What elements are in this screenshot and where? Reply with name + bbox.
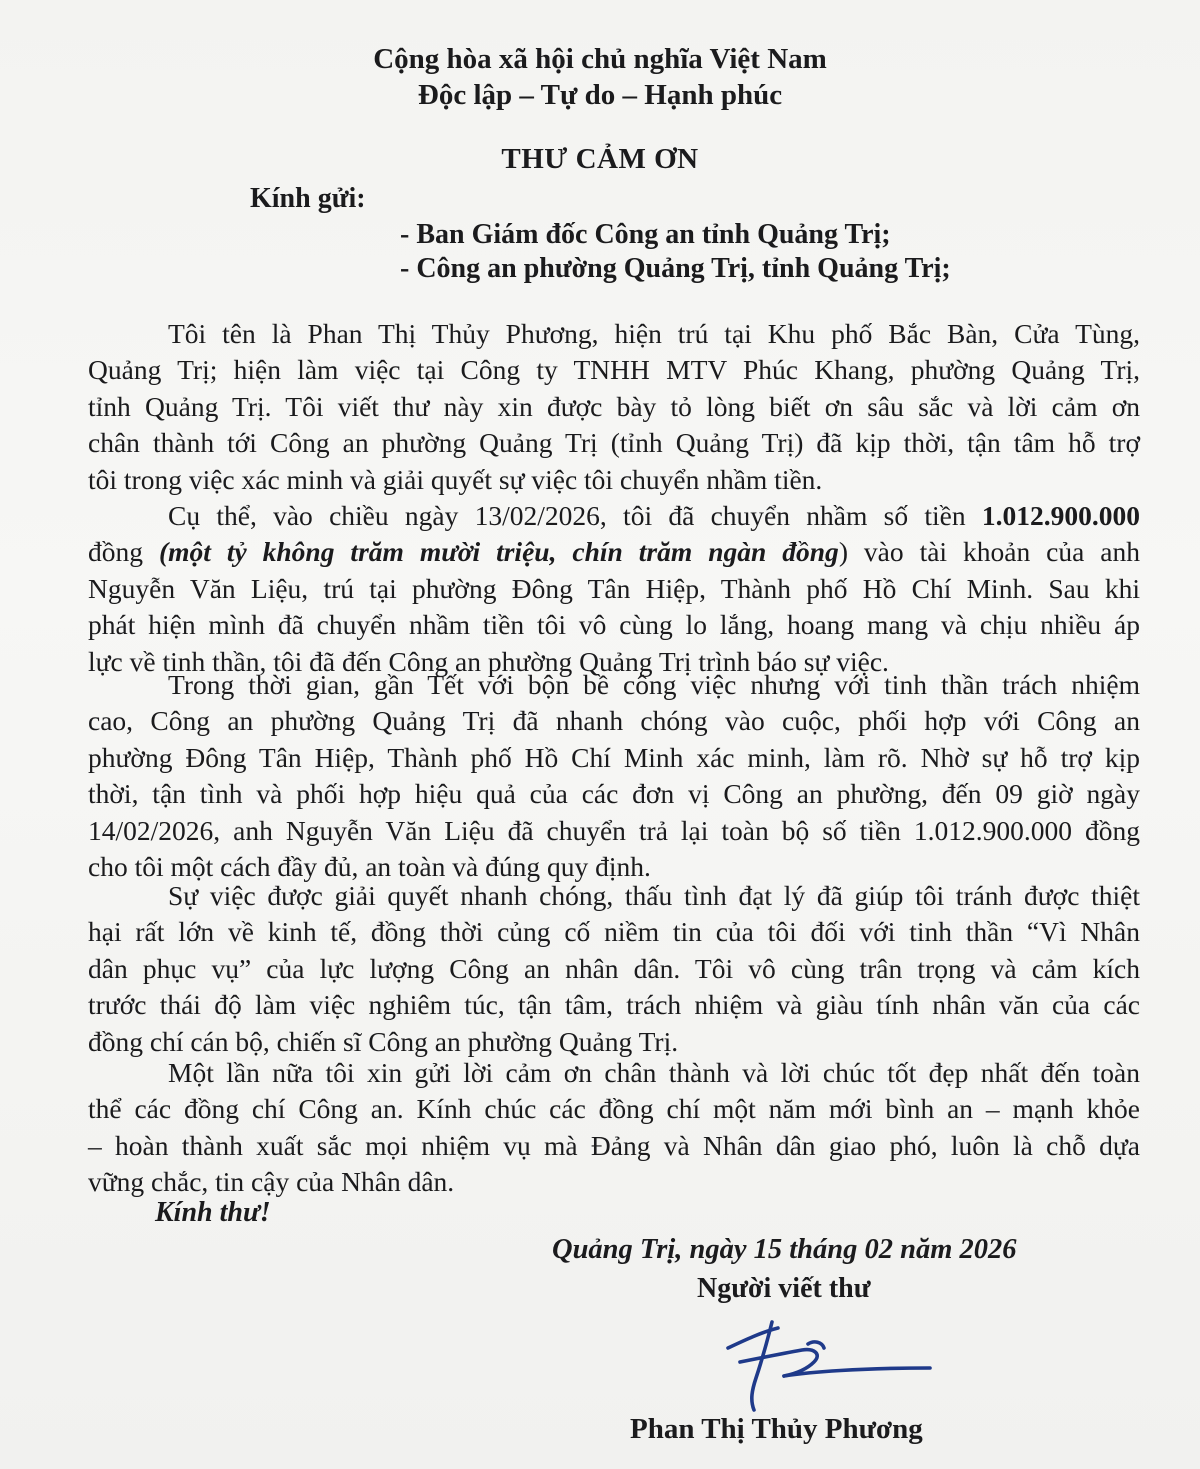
paragraph-line: Trong thời gian, gần Tết với bộn bề công việc nhưng với tinh thần trách nhiệm	[168, 669, 1140, 700]
paragraph-line: phát hiện mình đã chuyển nhầm tiền tôi vô cùng lo lắng, hoang mang và chịu nhiều áp	[88, 609, 1140, 641]
paragraph-line: Sự việc được giải quyết nhanh chóng, thấu tình đạt lý đã giúp tôi tránh được thiệt	[168, 880, 1140, 911]
paragraph-line: trước thái độ làm việc nghiêm túc, tận tâm, trách nhiệm và giàu tính nhân văn của các	[88, 989, 1140, 1021]
paragraph-3	[88, 667, 1140, 885]
paragraph-line	[88, 534, 1140, 570]
paragraph-text: Cụ thể, vào chiều ngày 13/02/2026, tôi đã chuyển nhầm số tiền	[168, 500, 982, 531]
signer-role: Người viết thư	[697, 1273, 871, 1304]
paragraph-line: vững chắc, tin cậy của Nhân dân.	[88, 1166, 455, 1198]
place-date: Quảng Trị, ngày 15 tháng 02 năm 2026	[552, 1234, 1017, 1265]
paragraph-line: lực về tinh thần, tôi đã đến Công an phường Quảng Trị trình báo sự việc.	[88, 645, 889, 677]
paragraph-line: Nguyễn Văn Liệu, trú tại phường Đông Tân Hiệp, Thành phố Hồ Chí Minh. Sau khi	[88, 572, 1140, 604]
salutation: Kính gửi:	[250, 183, 366, 214]
signer-name: Phan Thị Thủy Phương	[630, 1413, 923, 1445]
amount-in-words: (một tỷ không trăm mười triệu, chín trăm ngàn đồng	[158, 536, 839, 568]
paragraph-4	[88, 878, 1140, 1060]
paragraph-line: Tôi tên là Phan Thị Thủy Phương, hiện trú tại Khu phố Bắc Bàn, Cửa Tùng,	[168, 318, 1140, 349]
paragraph-line: cho tôi một cách đầy đủ, an toàn và đúng quy định.	[88, 850, 651, 882]
paragraph-line: thời, tận tình và phối hợp hiệu quả của các đơn vị Công an phường, đến 09 giờ ngày	[88, 778, 1140, 810]
paragraph-line: – hoàn thành xuất sắc mọi nhiệm vụ mà Đảng và Nhân dân giao phó, luôn là chỗ dựa	[88, 1129, 1140, 1161]
closing-phrase: Kính thư!	[155, 1197, 271, 1228]
paragraph-line: 14/02/2026, anh Nguyễn Văn Liệu đã chuyển trả lại toàn bộ số tiền 1.012.900.000 đồng	[88, 814, 1140, 846]
paragraph-line: tôi trong việc xác minh và giải quyết sự việc tôi chuyển nhầm tiền.	[88, 463, 823, 495]
paragraph-line: phường Đông Tân Hiệp, Thành phố Hồ Chí Minh xác minh, làm rõ. Nhờ sự hỗ trợ kịp	[88, 741, 1140, 773]
national-motto: Độc lập – Tự do – Hạnh phúc	[417, 79, 783, 111]
transfer-amount: 1.012.900.000	[981, 500, 1140, 531]
paragraph-text: ) vào tài khoản của anh	[838, 536, 1140, 568]
letter-title: THƯ CẢM ƠN	[501, 143, 699, 175]
paragraph-5	[88, 1055, 1140, 1201]
paragraph-line: dân phục vụ” của lực lượng Công an nhân dân. Tôi vô cùng trân trọng và cảm kích	[88, 952, 1140, 984]
paragraph-line: chân thành tới Công an phường Quảng Trị (tỉnh Quảng Trị) đã kịp thời, tận tâm hỗ trợ	[88, 427, 1140, 459]
paragraph-line: Quảng Trị; hiện làm việc tại Công ty TNHH MTV Phúc Khang, phường Quảng Trị,	[88, 354, 1140, 386]
paragraph-line: thể các đồng chí Công an. Kính chúc các đồng chí một năm mới bình an – mạnh khỏe	[88, 1093, 1140, 1125]
handwritten-signature	[710, 1318, 950, 1418]
paragraph-1	[88, 316, 1140, 498]
recipient-2: - Công an phường Quảng Trị, tỉnh Quảng Trị;	[400, 253, 951, 284]
paragraph-line	[88, 498, 1140, 534]
paragraph-line: hại rất lớn về kinh tế, đồng thời củng cố niềm tin của tôi đối với tinh thần “Vì Nhân	[88, 916, 1140, 948]
paragraph-2	[88, 498, 1140, 680]
recipient-1: - Ban Giám đốc Công an tỉnh Quảng Trị;	[400, 219, 891, 250]
paragraph-line: cao, Công an phường Quảng Trị đã nhanh chóng vào cuộc, phối hợp với Công an	[88, 705, 1140, 737]
paragraph-text: đồng	[88, 536, 159, 568]
paragraph-line: tỉnh Quảng Trị. Tôi viết thư này xin được bày tỏ lòng biết ơn sâu sắc và lời cảm ơn	[88, 390, 1140, 422]
paragraph-line: đồng chí cán bộ, chiến sĩ Công an phường Quảng Trị.	[88, 1025, 679, 1057]
country-name: Cộng hòa xã hội chủ nghĩa Việt Nam	[373, 43, 827, 75]
paragraph-line: Một lần nữa tôi xin gửi lời cảm ơn chân thành và lời chúc tốt đẹp nhất đến toàn	[168, 1057, 1140, 1088]
